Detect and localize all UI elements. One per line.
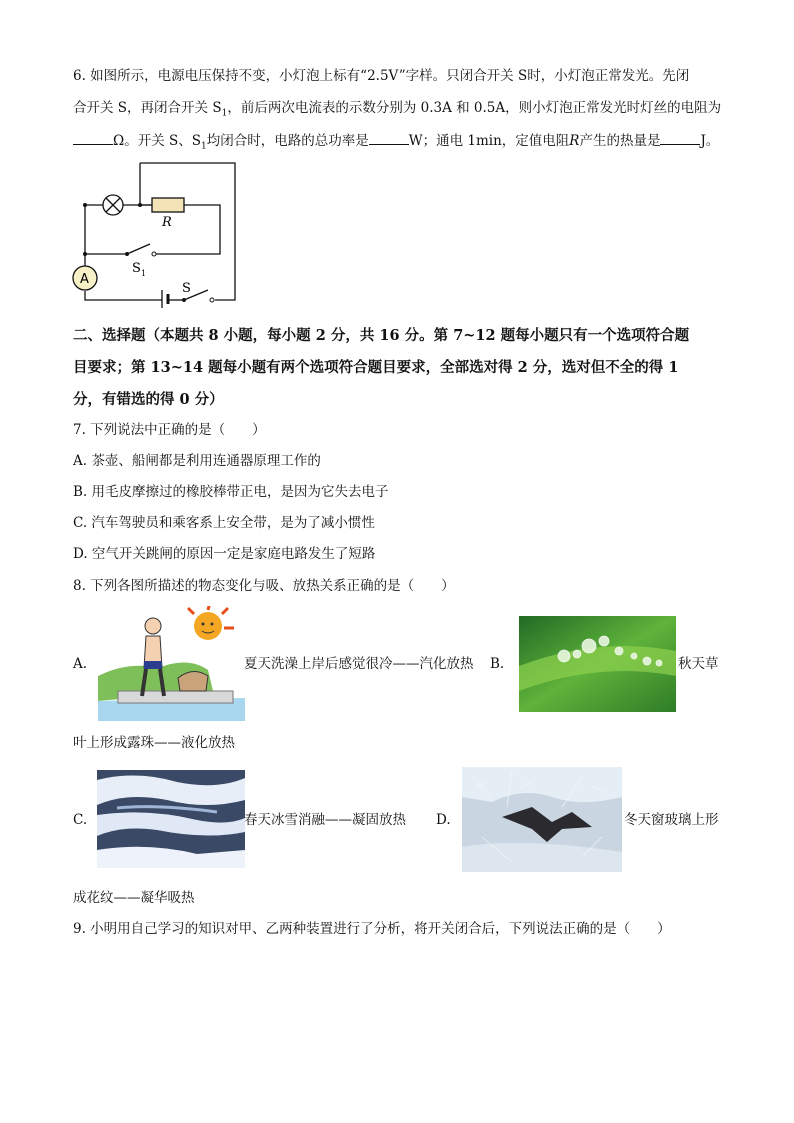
q7-option-c: C. 汽车驾驶员和乘客系上安全带，是为了减小惯性 bbox=[73, 515, 375, 531]
junction-dot bbox=[138, 203, 142, 207]
switch-s-label: S bbox=[182, 281, 191, 296]
dew-on-grass-image bbox=[519, 616, 676, 712]
q7-option-b: B. 用毛皮摩擦过的橡胶棒带正电，是因为它失去电子 bbox=[73, 484, 389, 500]
q8-option-a-label: A. bbox=[73, 656, 88, 672]
lamp-icon bbox=[103, 195, 123, 215]
q8-option-d-text-2: 成花纹——凝华吸热 bbox=[73, 890, 195, 906]
switch-s1-label: S bbox=[132, 261, 141, 276]
junction-wire bbox=[140, 163, 152, 205]
q6-text: Ω。开关 S、S bbox=[113, 133, 201, 149]
swimmer-cartoon-image bbox=[98, 606, 245, 721]
resistor-label: R bbox=[162, 215, 172, 230]
bottom-left-wire bbox=[85, 291, 162, 300]
q8-option-d-text-1: 冬天窗玻璃上形 bbox=[624, 812, 719, 828]
q6-text: 均闭合时，电路的总功率是 bbox=[206, 133, 369, 149]
q7-stem: 7. 下列说法中正确的是（ ） bbox=[73, 422, 266, 438]
switch-s1-subscript: 1 bbox=[141, 269, 147, 278]
ammeter-label: A bbox=[80, 272, 89, 287]
circuit-diagram bbox=[70, 158, 245, 308]
battery-icon bbox=[162, 290, 182, 308]
melting-ice-image bbox=[97, 770, 245, 868]
q9-stem: 9. 小明用自己学习的知识对甲、乙两种装置进行了分析，将开关闭合后，下列说法正确的是（ ） bbox=[73, 921, 671, 937]
q6-text: J。 bbox=[700, 133, 720, 149]
q7-option-d: D. 空气开关跳闸的原因一定是家庭电路发生了短路 bbox=[73, 546, 376, 562]
q8-option-b-text-2: 叶上形成露珠——液化放热 bbox=[73, 735, 235, 751]
answer-blank bbox=[660, 130, 700, 145]
q7-option-a: A. 茶壶、船闸都是利用连通器原理工作的 bbox=[73, 453, 321, 469]
junction-dot bbox=[83, 203, 87, 207]
q6-line-2 bbox=[73, 98, 721, 124]
junction-dot bbox=[83, 252, 87, 256]
q8-option-a-text: 夏天洗澡上岸后感觉很冷——汽化放热 bbox=[244, 656, 474, 672]
q8-option-b-text-1: 秋天草 bbox=[678, 656, 719, 672]
q6-line-3 bbox=[73, 130, 719, 157]
answer-blank bbox=[73, 130, 113, 145]
frost-pattern-image bbox=[462, 767, 622, 872]
q6-subscript: 1 bbox=[200, 141, 207, 152]
section-heading-1: 二、选择题（本题共 8 小题，每小题 2 分，共 16 分。第 7~12 题每小题只有一个选项符合题 bbox=[73, 327, 690, 344]
outer-wire bbox=[140, 163, 235, 300]
q6-subscript: 1 bbox=[221, 108, 228, 119]
q6-text: 合开关 S，再闭合开关 S bbox=[73, 100, 222, 116]
q8-option-c-text: 春天冰雪消融——凝固放热 bbox=[244, 812, 406, 828]
q6-text: ，前后两次电流表的示数分别为 0.3A 和 0.5A，则小灯泡正常发光时灯丝的电阻为 bbox=[227, 100, 722, 116]
q8-option-b-label: B. bbox=[490, 656, 505, 672]
section-heading-3: 分，有错选的得 0 分） bbox=[73, 391, 224, 408]
q6-text: 产生的热量是 bbox=[579, 133, 661, 149]
q8-stem: 8. 下列各图所描述的物态变化与吸、放热关系正确的是（ ） bbox=[73, 578, 455, 594]
section-heading-2: 目要求；第 13~14 题每小题有两个选项符合题目要求，全部选对得 2 分，选对但不全的得 1 bbox=[73, 359, 679, 376]
q6-line-1: 6. 如图所示，电源电压保持不变，小灯泡上标有“2.5V”字样。只闭合开关 S时，小灯泡正常发光。先闭 bbox=[73, 68, 690, 84]
resistor-icon bbox=[152, 198, 184, 212]
q8-option-c-label: C. bbox=[73, 812, 88, 828]
q6-text: W；通电 1min，定值电阻 bbox=[408, 133, 570, 149]
answer-blank bbox=[369, 130, 409, 145]
switch-s1-icon bbox=[125, 244, 156, 256]
resistor-symbol-text: R bbox=[569, 133, 580, 149]
q8-option-d-label: D. bbox=[436, 812, 451, 828]
